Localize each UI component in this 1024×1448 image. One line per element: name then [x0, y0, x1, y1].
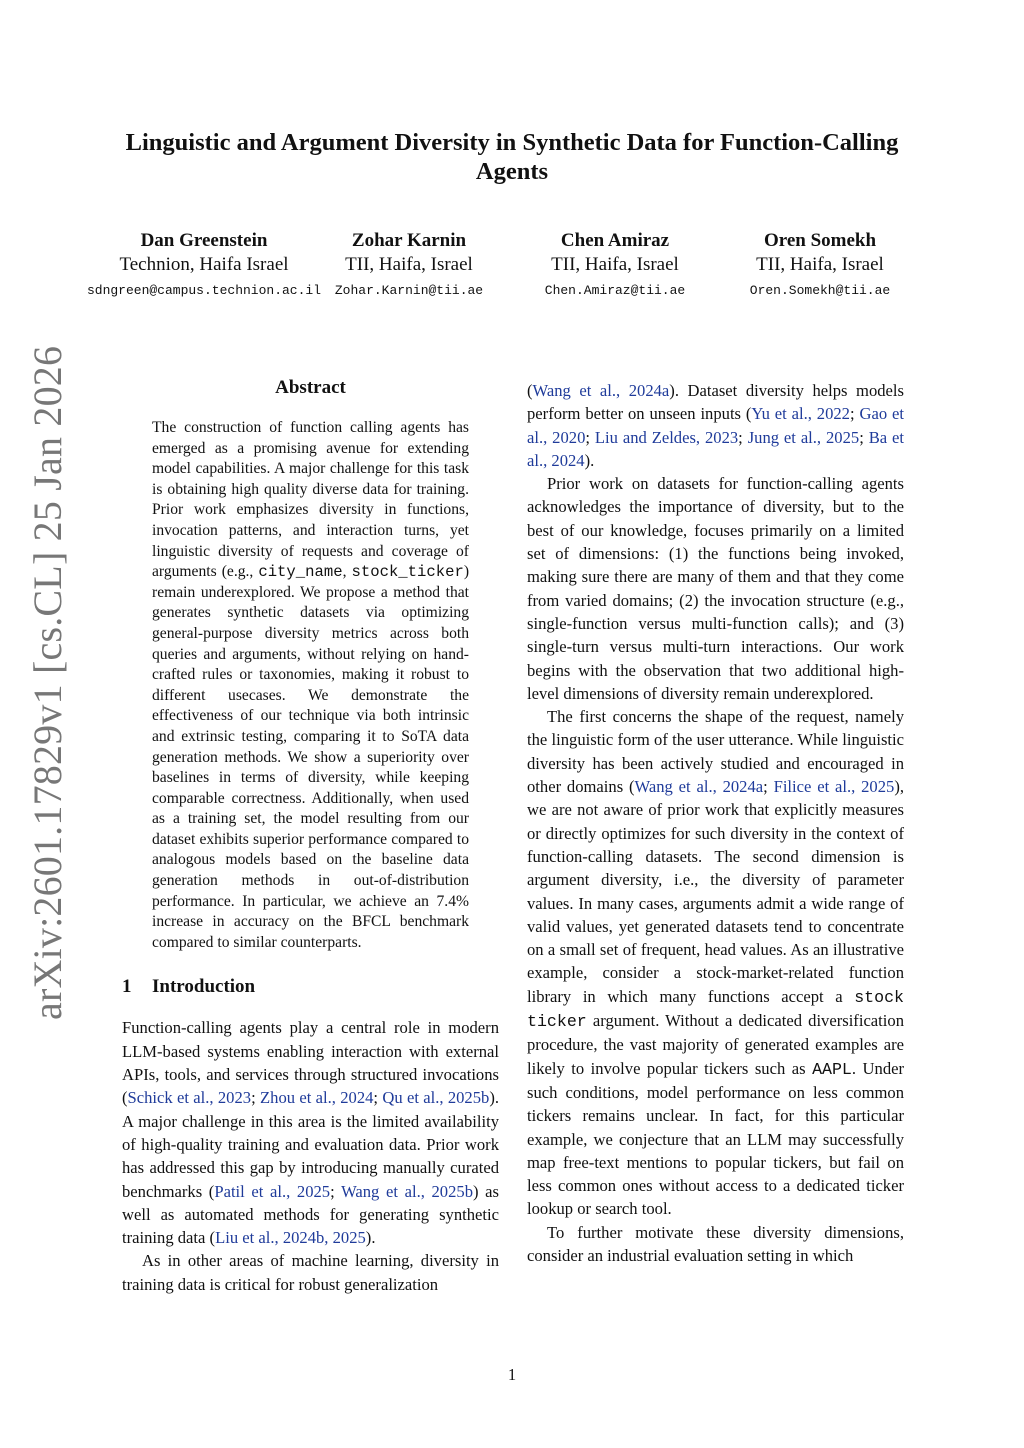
body-text: ;	[763, 777, 774, 797]
body-text: ).	[365, 1228, 376, 1248]
code-stock-ticker: stock_ticker	[351, 563, 464, 582]
citation-link[interactable]: Zhou et al., 2024	[260, 1088, 374, 1108]
author-email[interactable]: Oren.Somekh@tii.ae	[749, 283, 891, 298]
author-affiliation: TII, Haifa, Israel	[551, 254, 679, 275]
arxiv-identifier-stamp: arXiv:2601.17829v1 [cs.CL] 25 Jan 2026	[25, 345, 70, 1020]
abstract-text-part: ,	[342, 563, 352, 581]
abstract-body	[152, 418, 469, 953]
citation-link[interactable]: Wang et al., 2024a	[634, 777, 764, 797]
author-affiliation: TII, Haifa, Israel	[345, 254, 473, 275]
code-city-name: city_name	[258, 563, 343, 582]
abstract-text-part: The construction of function calling agents has emerged as a promising avenue for extending model capabilities. A major challenge for this task is obtaining high quality diverse data for training. Prior work emphasizes diversity in functions, invocation patterns, and interaction turns, yet linguistic diversity of requests and coverage of arguments (e.g.,	[152, 419, 469, 581]
body-text: ). Dataset diversity helps models perform better on unseen inputs (	[527, 381, 904, 424]
citation-link[interactable]: Liu and Zeldes, 2023	[594, 427, 739, 447]
intro-paragraph: As in other areas of machine learning, diversity in training data is critical for robust generalization	[122, 1251, 499, 1294]
citation-link[interactable]: Gao et al., 2020	[527, 404, 904, 447]
citation-link[interactable]: Yu et al., 2022	[751, 404, 850, 424]
body-text: ;	[849, 404, 860, 424]
author-name: Oren Somekh	[763, 230, 877, 251]
body-paragraph: To further motivate these diversity dimensions, consider an industrial evaluation setting in which	[527, 1222, 904, 1265]
citation-link[interactable]: Schick et al., 2023	[127, 1088, 252, 1108]
author-block	[700, 229, 940, 302]
author-block	[495, 229, 735, 302]
citation-link[interactable]: Wang et al., 2024a	[532, 381, 670, 400]
section-title: Introduction	[152, 976, 256, 998]
body-text: ;	[251, 1088, 261, 1108]
body-text: ;	[373, 1088, 383, 1108]
body-text: ;	[738, 427, 748, 447]
section-number: 1	[122, 976, 132, 998]
body-text: The first concerns the shape of the request, namely the linguistic form of the user utterance. While linguistic diversity has been actively studied and encouraged in other domains (	[527, 707, 904, 797]
code-aapl: AAPL	[812, 1059, 852, 1079]
right-column	[527, 379, 904, 1267]
paper-title: Linguistic and Argument Diversity in Synthetic Data for Function-Calling Agents	[125, 129, 899, 185]
author-name: Chen Amiraz	[560, 230, 670, 251]
citation-link[interactable]: Qu et al., 2025b	[382, 1088, 490, 1108]
body-text: Function-calling agents play a central role in modern LLM-based systems enabling interaction with external APIs, tools, and services through structured invocations (	[122, 1018, 499, 1108]
body-text: ;	[859, 427, 869, 447]
author-block	[289, 229, 529, 302]
author-name: Dan Greenstein	[140, 230, 268, 251]
citation-link[interactable]: Ba et al., 2024	[527, 427, 905, 470]
abstract-text-part: ) remain underexplored. We propose a method that generates synthetic datasets via optimizing general-purpose diversity metrics across both queries and arguments, without relying on hand-crafted rules or taxonomies, making it robust to different usecases. We demonstrate the effectiveness of our technique via both intrinsic and extrinsic testing, comparing it to SoTA data generation methods. We show a superiority over baselines in terms of diversity, while keeping comparable correctness. Additionally, when used as a training set, the model resulting from our dataset exhibits superior performance compared to analogous models based on the baseline data generation methods in out-of-distribution performance. In particular, we achieve an 7.4% increase in accuracy on the BFCL benchmark compared to similar counterparts.	[152, 563, 470, 951]
author-email[interactable]: Chen.Amiraz@tii.ae	[544, 283, 686, 298]
code-stock-ticker: stock ticker	[527, 987, 904, 1032]
author-affiliation: Technion, Haifa Israel	[119, 254, 289, 275]
body-text: argument. Without a dedicated diversification procedure, the vast majority of generated examples are likely to involve popular tickers such as	[527, 1011, 904, 1078]
author-block	[84, 229, 324, 302]
citation-link[interactable]: Filice et al., 2025	[773, 777, 895, 797]
body-text: ).	[584, 450, 595, 470]
citation-link[interactable]: Liu et al., 2024b, 2025	[215, 1228, 366, 1248]
body-text: ;	[585, 427, 595, 447]
body-text: ;	[330, 1181, 342, 1201]
page-number: 1	[507, 1365, 517, 1384]
citation-link[interactable]: Wang et al., 2025b	[341, 1181, 473, 1201]
body-text: . Under such conditions, model performance on less common tickers remains unclear. In fact, for this particular example, we conjecture that an LLM may successfully map free-text mentions to popular tickers, but fail on less common ones without access to a dedicated ticker lookup or search tool.	[527, 1058, 905, 1219]
body-text: ), we are not aware of prior work that explicitly measures or directly optimizes for such diversity in the context of function-calling datasets. The second dimension is argument diversity, i.e., the diversity of parameter values. In many cases, arguments admit a wide range of valid values, yet generated datasets tend to concentrate on a small set of frequent, head values. As an illustrative example, consider a stock-market-related function library in which many functions accept a	[527, 777, 905, 1006]
author-email[interactable]: sdngreen@campus.technion.ac.il	[86, 283, 322, 298]
left-column	[122, 376, 499, 1296]
author-affiliation: TII, Haifa, Israel	[756, 254, 884, 275]
body-paragraph	[527, 705, 904, 1221]
abstract-heading: Abstract	[275, 377, 346, 398]
body-text: ) as well as automated methods for generating synthetic training data (	[122, 1181, 499, 1248]
author-email[interactable]: Zohar.Karnin@tii.ae	[334, 283, 484, 298]
body-text: (	[527, 381, 533, 400]
intro-paragraph	[122, 1016, 499, 1249]
body-paragraph	[527, 379, 904, 472]
section-heading-introduction	[122, 975, 499, 999]
body-paragraph: Prior work on datasets for function-calling agents acknowledges the importance of diversity, but to the best of our knowledge, focuses primarily on a limited set of dimensions: (1) the functions being invoked, making sure there are many of them and that they come from varied domains; (2) the invocation structure (e.g., single-function versus multi-function calls); and (3) single-turn versus multi-turn interactions. Our work begins with the observation that two additional high-level dimensions of diversity remain underexplored.	[527, 474, 904, 703]
citation-link[interactable]: Jung et al., 2025	[747, 427, 860, 447]
author-name: Zohar Karnin	[351, 230, 467, 251]
citation-link[interactable]: Patil et al., 2025	[214, 1181, 331, 1201]
body-text: ). A major challenge in this area is the limited availability of high-quality training and evaluation data. Prior work has addressed this gap by introducing manually curated benchmarks (	[122, 1088, 499, 1201]
